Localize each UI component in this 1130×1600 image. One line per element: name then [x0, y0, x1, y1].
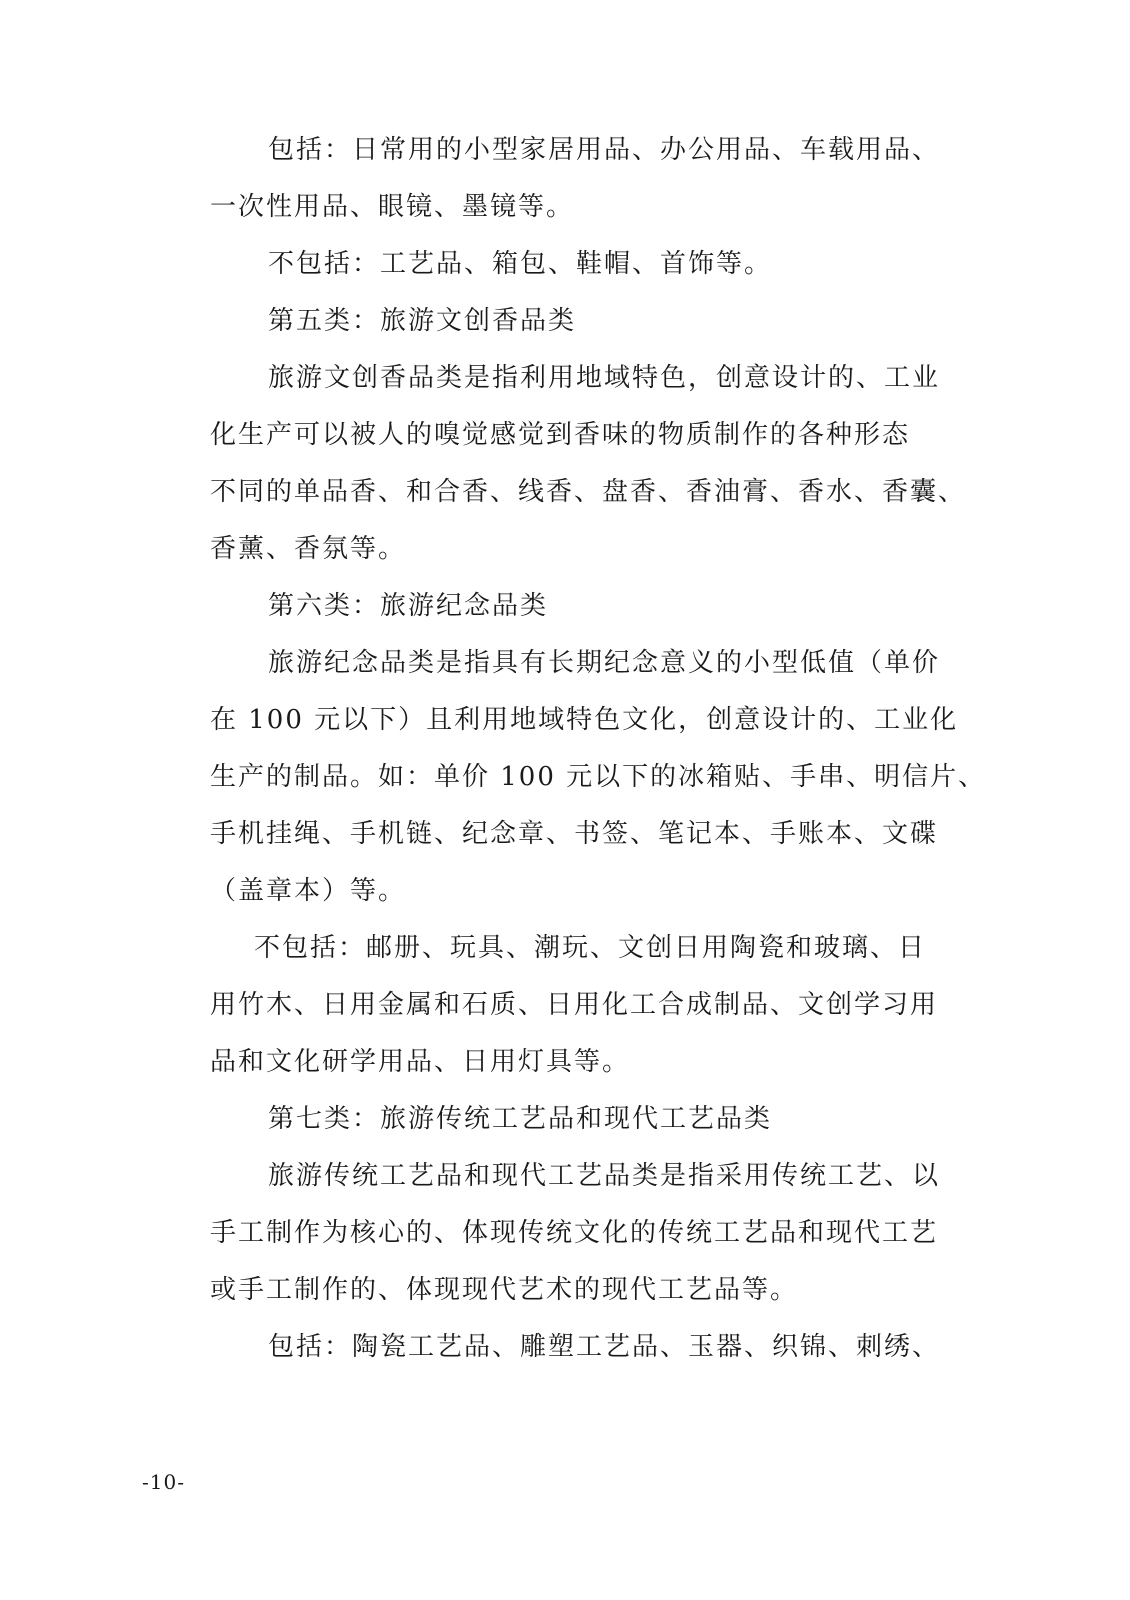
paragraph-line: 包括：陶瓷工艺品、雕塑工艺品、玉器、织锦、刺绣、: [268, 1332, 941, 1362]
paragraph-line: 品和文化研学用品、日用灯具等。: [210, 1047, 631, 1077]
paragraph-line: （盖章本）等。: [210, 876, 407, 906]
paragraph-line: 不包括：工艺品、箱包、鞋帽、首饰等。: [268, 249, 773, 279]
paragraph-line: 不同的单品香、和合香、线香、盘香、香油膏、香水、香囊、: [210, 477, 967, 507]
paragraph-line: 香薰、香氛等。: [210, 534, 407, 564]
paragraph-line: 手工制作为核心的、体现传统文化的传统工艺品和现代工艺: [210, 1218, 939, 1248]
paragraph-line: 手机挂绳、手机链、纪念章、书签、笔记本、手账本、文碟: [210, 819, 939, 849]
paragraph-line: 不包括：邮册、玩具、潮玩、文创日用陶瓷和玻璃、日: [254, 933, 927, 963]
paragraph-line: 旅游文创香品类是指利用地域特色，创意设计的、工业: [268, 363, 941, 393]
paragraph-line: 化生产可以被人的嗅觉感觉到香味的物质制作的各种形态: [210, 420, 911, 450]
paragraph-line: 用竹木、日用金属和石质、日用化工合成制品、文创学习用: [210, 990, 939, 1020]
paragraph-line: 旅游纪念品类是指具有长期纪念意义的小型低值（单价: [268, 648, 941, 678]
section-heading: 第七类：旅游传统工艺品和现代工艺品类: [268, 1104, 773, 1134]
section-heading: 第六类：旅游纪念品类: [268, 591, 549, 621]
paragraph-line: 或手工制作的、体现现代艺术的现代工艺品等。: [210, 1275, 799, 1305]
paragraph-line: 旅游传统工艺品和现代工艺品类是指采用传统工艺、以: [268, 1161, 941, 1191]
paragraph-line: 生产的制品。如：单价 100 元以下的冰箱贴、手串、明信片、: [210, 762, 987, 792]
paragraph-line: 一次性用品、眼镜、墨镜等。: [210, 192, 575, 222]
section-heading: 第五类：旅游文创香品类: [268, 306, 577, 336]
paragraph-line: 在 100 元以下）且利用地域特色文化，创意设计的、工业化: [210, 705, 959, 735]
page-number: -10-: [142, 1470, 185, 1494]
paragraph-line: 包括：日常用的小型家居用品、办公用品、车载用品、: [268, 135, 941, 165]
